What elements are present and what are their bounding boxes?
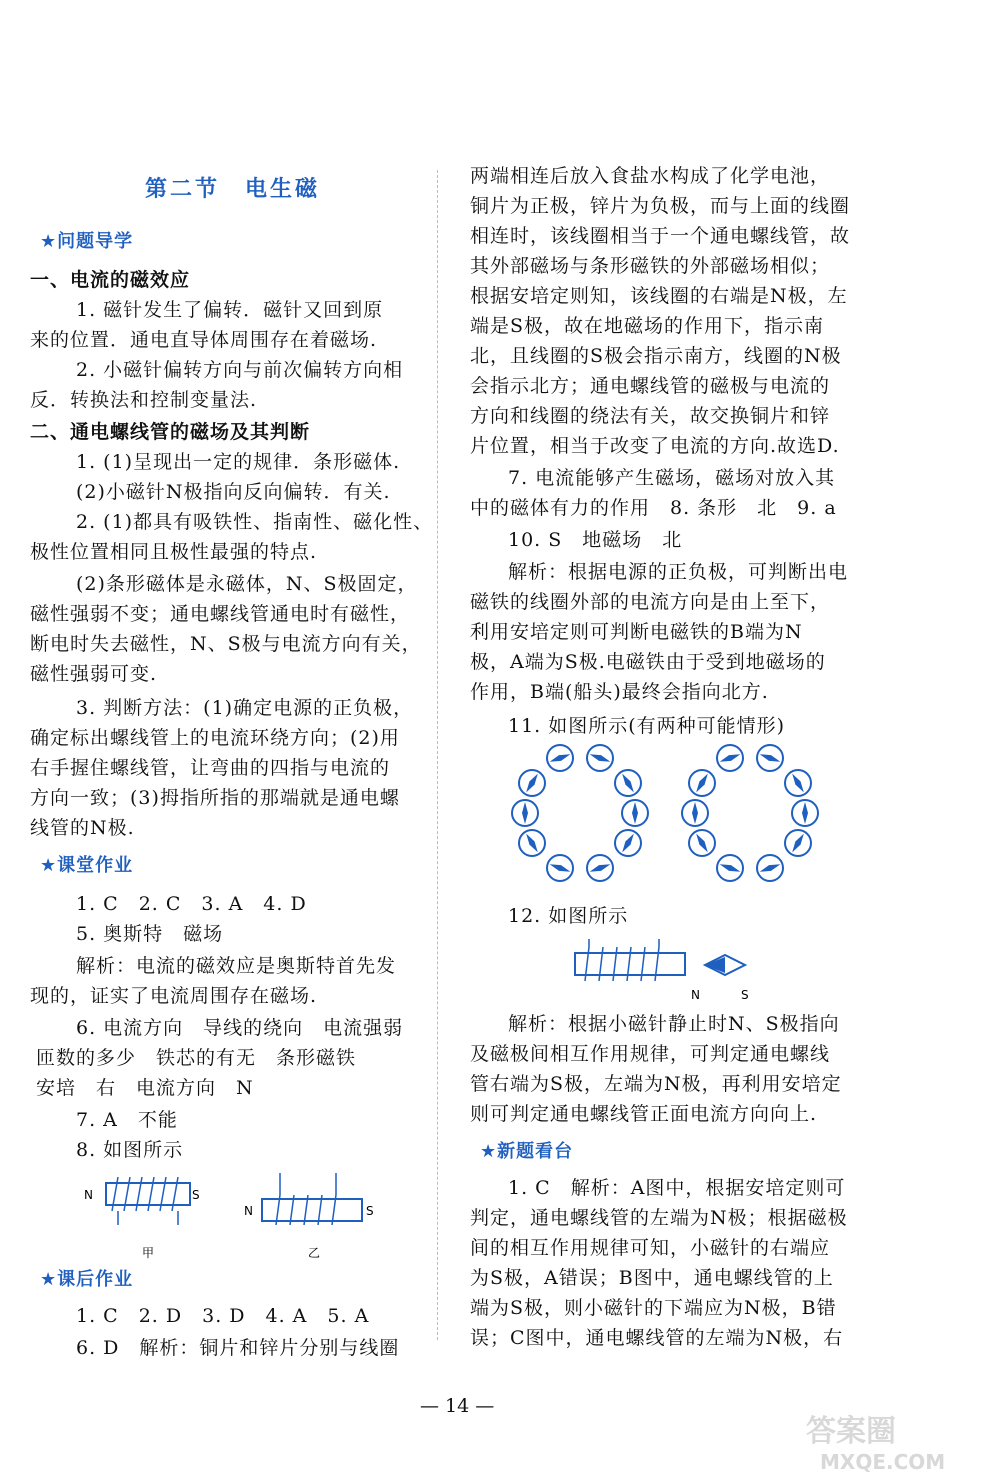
left-text-line: (2)小磁针N极指向反向偏转．有关. [76,481,391,503]
right-text-line: 会指示北方；通电螺线管的磁极与电流的 [470,375,831,397]
fig8-caption-a: 甲 [142,1246,155,1260]
left-text-line: 线管的N极. [30,817,135,839]
left-text-line: 一、电流的磁效应 [30,269,191,291]
right-text-line: 误；C图中，通电螺线管的左端为N极，右 [470,1327,844,1349]
left-text-line: 断电时失去磁性，N、S极与电流方向有关， [30,633,422,655]
left-text-line: 右手握住螺线管，让弯曲的四指与电流的 [30,757,391,779]
left-text-line: 极性位置相同且极性最强的特点. [30,541,318,563]
fig8-caption-b: 乙 [308,1246,321,1260]
left-text-line: 2. (1)都具有吸铁性、指南性、磁化性、 [76,511,434,533]
fig12-label-n: N [691,988,700,1002]
fig8-label-s-right: S [366,1204,374,1218]
left-text-line: 2. 小磁针偏转方向与前次偏转方向相 [76,359,404,381]
left-text-line: 方向一致；(3)拇指所指的那端就是通电螺 [30,787,400,809]
right-text-line: 端为S极，则小磁针的下端应为N极，B错 [470,1297,837,1319]
right-text-line: 利用安培定则可判断电磁铁的B端为N [470,621,803,643]
left-text-line: 7. A 不能 [76,1109,178,1131]
right-text-line: 判定，通电螺线管的左端为N极；根据磁极 [470,1207,848,1229]
left-text-line: 1. 磁针发生了偏转．磁针又回到原 [76,299,384,321]
left-section-heading: ★问题导学 [40,231,134,252]
right-text-line: 管右端为S极，左端为N极，再利用安培定 [470,1073,842,1095]
right-text-line: 间的相互作用规律可知，小磁针的右端应 [470,1237,831,1259]
figure-12-solenoid [565,935,805,1005]
right-text-line: 11. 如图所示(有两种可能情形) [508,715,786,737]
right-text-line: 1. C 解析：A图中，根据安培定则可 [508,1177,846,1199]
fig12-label-s: S [741,988,749,1002]
column-divider [437,170,438,1340]
svg-text:答案圈: 答案圈 [806,1414,896,1449]
figure-11-compass-rings [510,738,840,888]
right-text-line: 磁铁的线圈外部的电流方向是由上至下， [470,591,831,613]
right-text-line: 铜片为正极，锌片为负极，而与上面的线圈 [470,195,851,217]
right-section-heading: ★新题看台 [480,1141,574,1162]
left-text-line: 安培 右 电流方向 N [36,1077,254,1099]
left-text-line: 匝数的多少 铁芯的有无 条形磁铁 [36,1047,357,1069]
right-text-line: 12. 如图所示 [508,905,629,927]
left-text-line: 8. 如图所示 [76,1139,184,1161]
right-text-line: 及磁极间相互作用规律，可判定通电螺线 [470,1043,831,1065]
left-text-line: 反．转换法和控制变量法. [30,389,258,411]
right-text-line: 10. S 地磁场 北 [508,529,683,551]
left-text-line: 磁性强弱不变；通电螺线管通电时有磁性， [30,603,411,625]
page-number: — 14 — [420,1395,495,1417]
section-title: 第二节 电生磁 [145,177,321,202]
fig8-label-n-right: N [244,1204,253,1218]
right-text-line: 根据安培定则知，该线圈的右端是N极，左 [470,285,848,307]
right-text-line: 中的磁体有力的作用 8. 条形 北 9. a [470,497,837,519]
left-text-line: 3. 判断方法：(1)确定电源的正负极， [76,697,414,719]
left-section-heading: ★课堂作业 [40,855,134,876]
left-text-line: 1. C 2. D 3. D 4. A 5. A [76,1305,370,1327]
right-text-line: 作用，B端(船头)最终会指向北方. [470,681,769,703]
left-text-line: 现的，证实了电流周围存在磁场. [30,985,318,1007]
left-text-line: (2)条形磁体是永磁体，N、S极固定， [76,573,418,595]
right-text-line: 端是S极，故在地磁场的作用下，指示南 [470,315,825,337]
fig8-label-n-left: N [84,1188,93,1202]
right-text-line: 其外部磁场与条形磁铁的外部磁场相似； [470,255,831,277]
right-text-line: 片位置，相当于改变了电流的方向.故选D. [470,435,840,457]
left-text-line: 来的位置．通电直导体周围存在着磁场. [30,329,378,351]
right-text-line: 北，且线圈的S极会指示南方，线圈的N极 [470,345,842,367]
left-text-line: 二、通电螺线管的磁场及其判断 [30,421,311,443]
right-text-line: 方向和线圈的绕法有关，故交换铜片和锌 [470,405,831,427]
right-text-line: 则可判定通电螺线管正面电流方向向上. [470,1103,818,1125]
left-text-line: 5. 奥斯特 磁场 [76,923,224,945]
left-text-line: 6. 电流方向 导线的绕向 电流强弱 [76,1017,404,1039]
left-text-line: 确定标出螺线管上的电流环绕方向；(2)用 [30,727,400,749]
right-text-line: 两端相连后放入食盐水构成了化学电池， [470,165,831,187]
left-text-line: 磁性强弱可变. [30,663,158,685]
right-text-line: 为S极，A错误；B图中，通电螺线管的上 [470,1267,834,1289]
right-text-line: 极，A端为S极.电磁铁由于受到地磁场的 [470,651,826,673]
right-text-line: 相连时，该线圈相当于一个通电螺线管，故 [470,225,851,247]
left-text-line: 解析：电流的磁效应是奥斯特首先发 [76,955,397,977]
figure-8-solenoids [80,1165,400,1265]
fig8-label-s-left: S [192,1188,200,1202]
right-text-line: 解析：根据电源的正负极，可判断出电 [508,561,849,583]
left-text-line: 6. D 解析：铜片和锌片分别与线圈 [76,1337,400,1359]
watermark-logo [800,1405,990,1475]
left-text-line: 1. C 2. C 3. A 4. D [76,893,307,915]
right-text-line: 7. 电流能够产生磁场，磁场对放入其 [508,467,836,489]
svg-text:MXQE.COM: MXQE.COM [820,1450,946,1474]
left-text-line: 1. (1)呈现出一定的规律．条形磁体. [76,451,401,473]
right-text-line: 解析：根据小磁针静止时N、S极指向 [508,1013,840,1035]
left-section-heading: ★课后作业 [40,1269,134,1290]
